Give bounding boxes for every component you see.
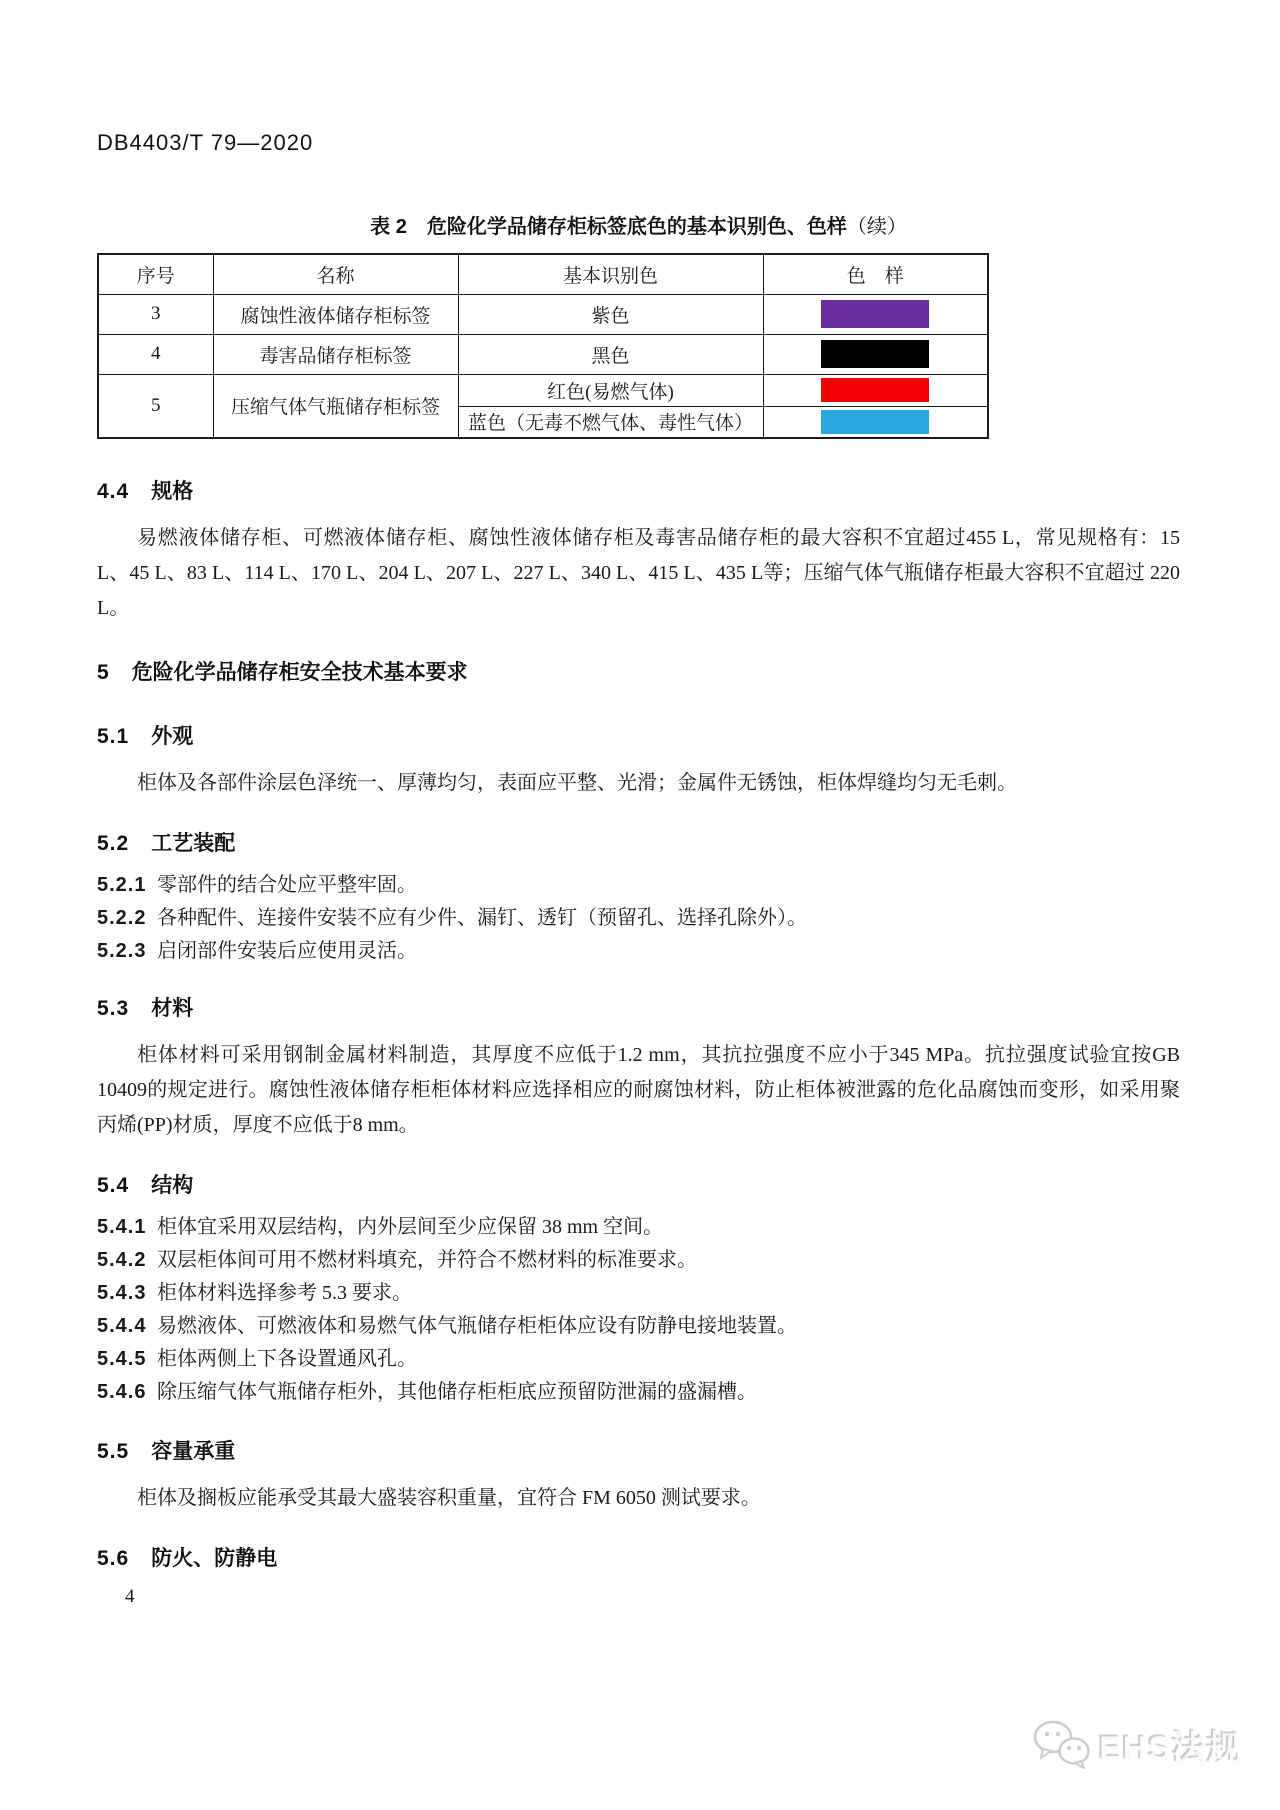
heading-number: 5.3	[97, 997, 130, 1020]
cell-swatch	[763, 294, 988, 334]
cell-swatch	[763, 334, 988, 374]
clause-item	[97, 869, 1180, 902]
heading-number: 5.5	[97, 1440, 130, 1463]
clause-number: 5.4.4	[97, 1315, 147, 1337]
clause-text: 柜体宜采用双层结构，内外层间至少应保留 38 mm 空间。	[157, 1216, 664, 1238]
color-swatch-purple	[821, 300, 929, 328]
wechat-bubbles-icon	[1031, 1717, 1093, 1774]
clause-number: 5.4.5	[97, 1348, 147, 1370]
clause-number: 5.4.6	[97, 1381, 147, 1403]
heading-5	[97, 656, 1180, 686]
clause-number: 5.2.2	[97, 907, 147, 929]
paragraph-5-5: 柜体及搁板应能承受其最大盛装容积重量，宜符合 FM 6050 测试要求。	[137, 1487, 761, 1509]
heading-title: 防火、防静电	[151, 1547, 278, 1570]
heading-number: 5.1	[97, 725, 130, 748]
clause-item	[97, 1376, 1180, 1409]
clause-text: 易燃液体、可燃液体和易燃气体气瓶储存柜柜体应设有防静电接地装置。	[157, 1315, 797, 1337]
heading-5-4	[97, 1169, 1180, 1199]
watermark-text: EHS法规	[1099, 1730, 1242, 1768]
clause-text: 启闭部件安装后应使用灵活。	[157, 940, 417, 962]
table-row	[98, 334, 988, 374]
heading-5-3	[97, 992, 1180, 1022]
col-header-name: 名称	[213, 254, 458, 294]
watermark	[1031, 1717, 1242, 1774]
clause-item	[97, 902, 1180, 935]
cell-swatch	[763, 374, 988, 406]
heading-number: 5.4	[97, 1174, 130, 1197]
clause-item	[97, 935, 1180, 968]
col-header-sample: 色 样	[763, 254, 988, 294]
cell-swatch	[763, 406, 988, 438]
heading-title: 容量承重	[151, 1440, 236, 1463]
clause-number: 5.4.2	[97, 1249, 147, 1271]
heading-number: 5	[97, 661, 110, 684]
heading-5-2	[97, 827, 1180, 857]
clause-list-5-2	[97, 869, 1180, 968]
heading-5-5	[97, 1435, 1180, 1465]
heading-5-1	[97, 720, 1180, 750]
heading-number: 5.6	[97, 1547, 130, 1570]
cell-no: 3	[98, 294, 213, 334]
cell-no: 4	[98, 334, 213, 374]
heading-title: 危险化学品储存柜安全技术基本要求	[131, 661, 468, 684]
table-header-row	[98, 254, 988, 294]
cell-name: 毒害品储存柜标签	[213, 334, 458, 374]
cell-color-name: 紫色	[458, 294, 763, 334]
clause-item	[97, 1277, 1180, 1310]
paragraph-5-3: 柜体材料可采用钢制金属材料制造，其厚度不应低于1.2 mm，其抗拉强度不应小于345 MPa。抗拉强度试验宜按GB 10409的规定进行。腐蚀性液体储存柜柜体材料应选择相应的耐腐蚀材料，防止柜体被泄露的危化品腐蚀而变形，如采用聚丙烯(PP)材质，厚度不应低于8 mm。	[97, 1044, 1180, 1136]
color-swatch-black	[821, 340, 929, 368]
clause-list-5-4	[97, 1211, 1180, 1409]
cell-color-name: 红色(易燃气体)	[458, 374, 763, 406]
cell-no: 5	[98, 374, 213, 438]
col-header-no: 序号	[98, 254, 213, 294]
cell-color-name: 蓝色（无毒不燃气体、毒性气体）	[458, 406, 763, 438]
clause-item	[97, 1310, 1180, 1343]
table-row	[98, 374, 988, 406]
table-row	[98, 294, 988, 334]
heading-number: 5.2	[97, 832, 130, 855]
heading-title: 规格	[151, 480, 194, 503]
clause-text: 双层柜体间可用不燃材料填充，并符合不燃材料的标准要求。	[157, 1249, 697, 1271]
page-number: 4	[125, 1586, 135, 1607]
color-swatch-blue	[821, 410, 929, 434]
heading-4-4	[97, 475, 1180, 505]
cell-color-name: 黑色	[458, 334, 763, 374]
clause-number: 5.4.3	[97, 1282, 147, 1304]
clause-number: 5.4.1	[97, 1216, 147, 1238]
heading-5-6	[97, 1542, 1180, 1572]
table-title	[97, 210, 1180, 239]
clause-text: 柜体材料选择参考 5.3 要求。	[157, 1282, 412, 1304]
paragraph-5-1: 柜体及各部件涂层色泽统一、厚薄均匀，表面应平整、光滑；金属件无锈蚀，柜体焊缝均匀无毛刺。	[137, 772, 1017, 794]
clause-text: 零部件的结合处应平整牢固。	[157, 874, 417, 896]
clause-item	[97, 1211, 1180, 1244]
clause-item	[97, 1343, 1180, 1376]
table-title-text: 表 2 危险化学品储存柜标签底色的基本识别色、色样	[370, 216, 847, 238]
clause-number: 5.2.1	[97, 874, 147, 896]
paragraph-4-4: 易燃液体储存柜、可燃液体储存柜、腐蚀性液体储存柜及毒害品储存柜的最大容积不宜超过455 L，常见规格有：15 L、45 L、83 L、114 L、170 L、204 L、207 L、227 L、340 L、415 L、435 L等；压缩气体气瓶储存柜最大容积不宜超过 220 L。	[97, 527, 1180, 619]
label-color-table	[97, 253, 989, 439]
cell-name: 腐蚀性液体储存柜标签	[213, 294, 458, 334]
clause-item	[97, 1244, 1180, 1277]
clause-text: 除压缩气体气瓶储存柜外，其他储存柜柜底应预留防泄漏的盛漏槽。	[157, 1381, 757, 1403]
cell-name: 压缩气体气瓶储存柜标签	[213, 374, 458, 438]
heading-title: 外观	[151, 725, 194, 748]
col-header-color: 基本识别色	[458, 254, 763, 294]
clause-text: 柜体两侧上下各设置通风孔。	[157, 1348, 417, 1370]
table-title-continued: （续）	[846, 216, 907, 238]
color-swatch-red	[821, 378, 929, 402]
doc-number: DB4403/T 79—2020	[97, 130, 314, 155]
heading-title: 工艺装配	[151, 832, 236, 855]
heading-title: 结构	[151, 1174, 194, 1197]
heading-title: 材料	[151, 997, 194, 1020]
heading-number: 4.4	[97, 480, 130, 503]
clause-number: 5.2.3	[97, 940, 147, 962]
clause-text: 各种配件、连接件安装不应有少件、漏钉、透钉（预留孔、选择孔除外）。	[157, 907, 807, 929]
